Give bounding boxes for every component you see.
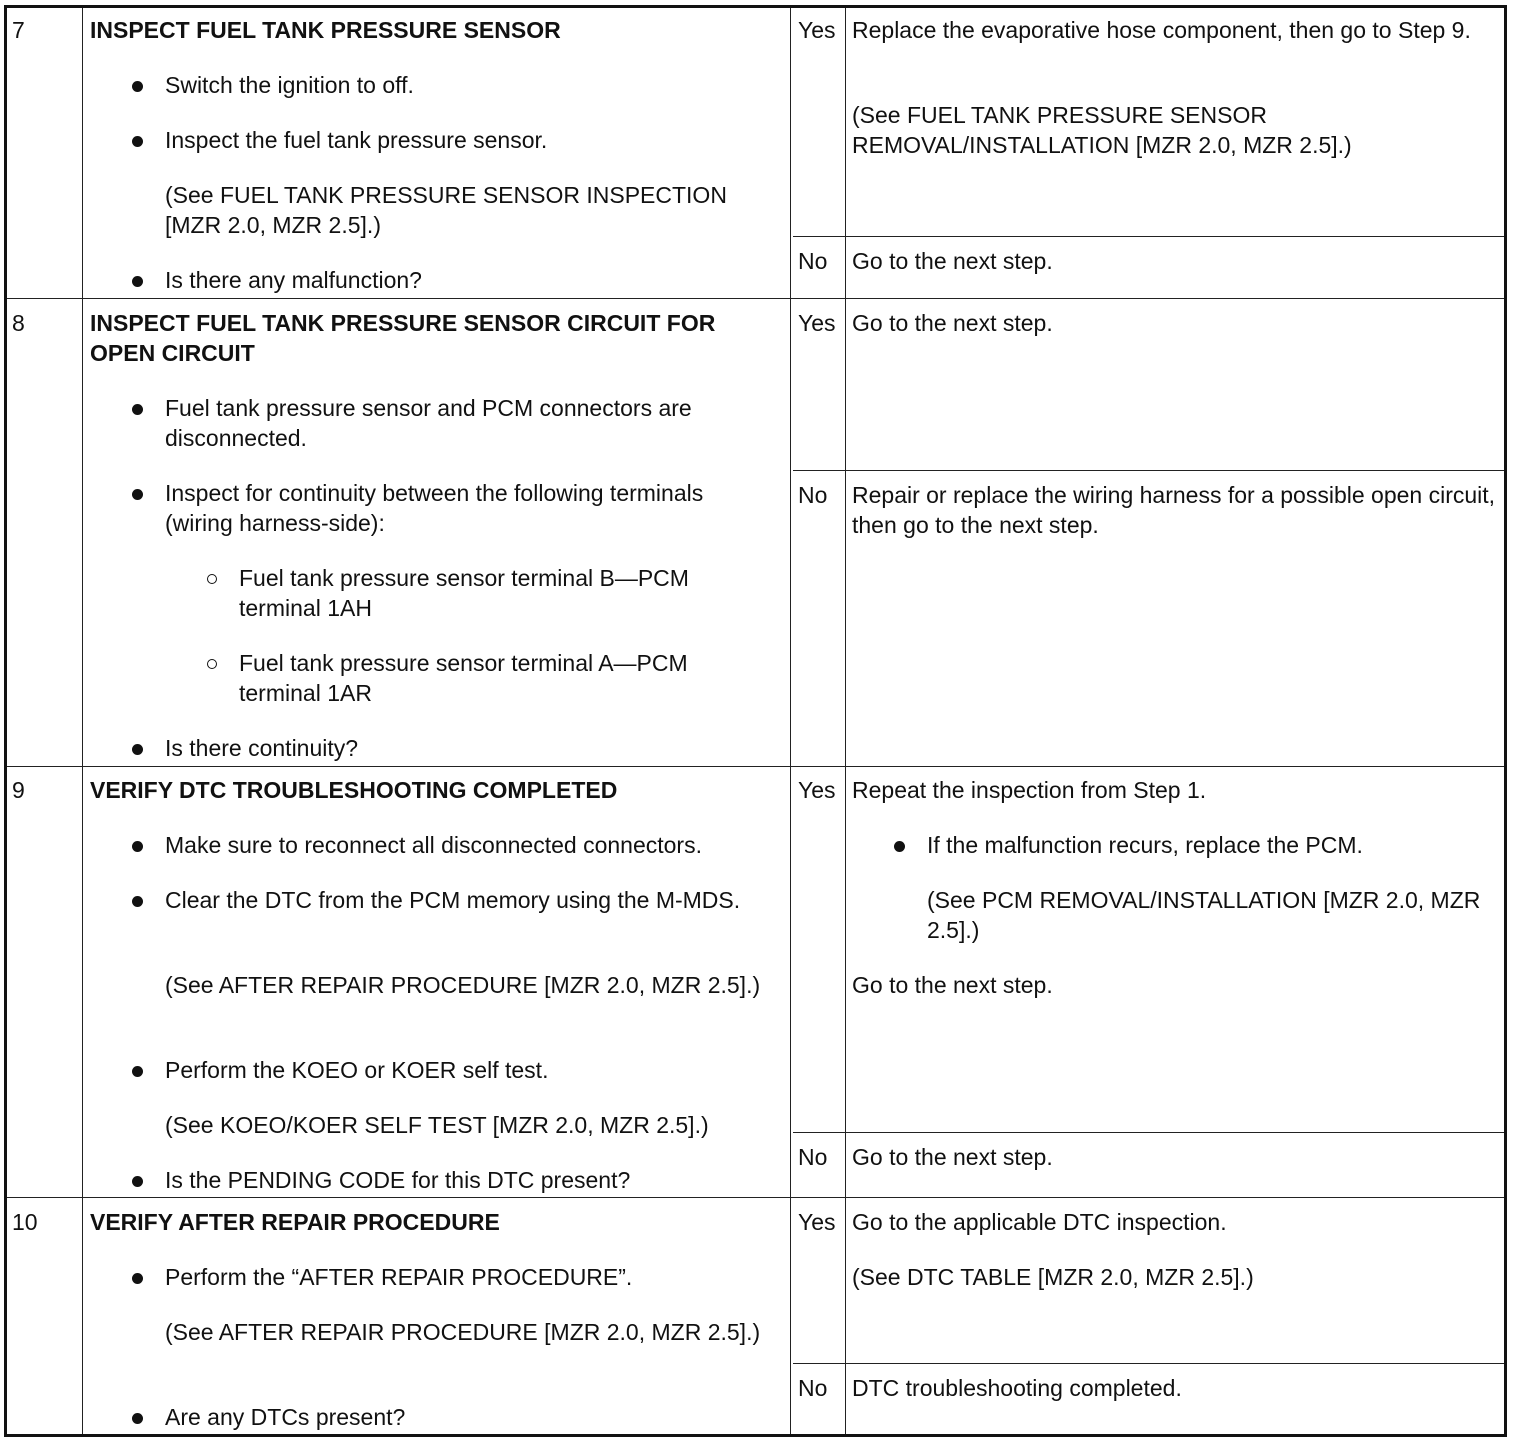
row-divider: [7, 298, 1504, 299]
yes-result: Repeat the inspection from Step 1.: [852, 777, 1207, 803]
bullet-icon: [132, 489, 143, 500]
step-number: 9: [12, 777, 25, 803]
reference-note: (See PCM REMOVAL/INSTALLATION [MZR 2.0, MZR 2.5].): [927, 887, 1481, 943]
step-number: 7: [12, 17, 25, 43]
row-divider: [7, 1197, 1504, 1198]
column-divider: [790, 8, 791, 1434]
no-result: DTC troubleshooting completed.: [852, 1375, 1182, 1401]
reference-note: (See AFTER REPAIR PROCEDURE [MZR 2.0, MZR 2.5].): [165, 972, 761, 998]
circle-bullet-icon: [207, 574, 217, 584]
step-number: 8: [12, 310, 25, 336]
bullet-icon: [132, 841, 143, 852]
bullet-icon: [132, 276, 143, 287]
yes-result: Go to the applicable DTC inspection.: [852, 1209, 1227, 1235]
troubleshooting-table: 7 INSPECT FUEL TANK PRESSURE SENSOR Switch the ignition to off. Inspect the fuel tank pressure sensor. (See FUEL TANK PRESSURE SENSOR INSPECTION [MZR 2.0, MZR 2.5].) Is there any malfunction? Yes Replace the evaporative hose component, then go to Step 9. (See FUEL TANK PRESSURE SENSOR REMOVAL/INSTALLATION [MZR 2.0, MZR 2.5].) No Go to the next step. 8 INSPECT FUEL TANK PRESSURE SENSOR CIRCUIT FOR OPEN CIRCUIT Fuel tank pressure sensor and PCM connectors are disconnected. Inspect for continuity between the following terminals (wiring harness-side): Fuel tank pressure sensor terminal B—PCM terminal 1AH Fuel tank pressure sensor terminal A—PCM terminal 1AR Is there continuity? Yes Go to the next step. No Repair or replace the wiring harness for a possible open circuit, then go to the next step. 9 VERIFY DTC TROUBLESHOOTING COMPLETED Make sure to reconnect all disconnected connectors. Clear the DTC from the PCM memory using the M-MDS. (See AFTER REPAIR PROCEDURE [MZR 2.0, MZR 2.5].) Perform the KOEO or KOER self test. (See KOEO/KOER SELF TEST [MZR 2.0, MZR 2.5].) Is the PENDING CODE for this DTC present? Yes Repeat the inspection from Step 1. If the malfunction recurs, replace the PCM. (See PCM REMOVAL/INSTALLATION [MZR 2.0, MZR 2.5].) Go to the next step. No Go to the next step. 10 VERIFY AFTER REPAIR PROCEDURE Perform the “AFTER REPAIR PROCEDURE”. (See AFTER REPAIR PROCEDURE [MZR 2.0, MZR 2.5].) Are any DTCs present? Yes Go to the applicable DTC inspection. (See DTC TABLE [MZR 2.0, MZR 2.5].) No DTC troubleshooting completed.: [4, 5, 1507, 1437]
no-result: Go to the next step.: [852, 1144, 1053, 1170]
yes-no-divider: [793, 236, 1504, 237]
bullet-icon: [132, 136, 143, 147]
bullet-icon: [132, 1273, 143, 1284]
bullet-icon: [132, 744, 143, 755]
yes-no-divider: [793, 470, 1504, 471]
step-title: VERIFY AFTER REPAIR PROCEDURE: [90, 1209, 500, 1235]
bullet-icon: [132, 1413, 143, 1424]
yes-label: Yes: [798, 310, 836, 336]
no-result: Repair or replace the wiring harness for a possible open circuit, then go to the next step.: [852, 482, 1496, 538]
no-label: No: [798, 248, 828, 274]
yes-result: Go to the next step.: [852, 310, 1053, 336]
step-number: 10: [12, 1209, 38, 1235]
bullet-icon: [132, 896, 143, 907]
yes-label: Yes: [798, 777, 836, 803]
row-divider: [7, 766, 1504, 767]
reference-note: (See DTC TABLE [MZR 2.0, MZR 2.5].): [852, 1264, 1254, 1290]
bullet-icon: [894, 841, 905, 852]
no-label: No: [798, 1375, 828, 1401]
no-result: Go to the next step.: [852, 248, 1053, 274]
bullet-icon: [132, 404, 143, 415]
column-divider: [845, 8, 846, 1434]
bullet-icon: [132, 1066, 143, 1077]
yes-label: Yes: [798, 1209, 836, 1235]
reference-note: (See KOEO/KOER SELF TEST [MZR 2.0, MZR 2.5].): [165, 1112, 709, 1138]
reference-note: (See AFTER REPAIR PROCEDURE [MZR 2.0, MZR 2.5].): [165, 1319, 761, 1345]
circle-bullet-icon: [207, 659, 217, 669]
no-label: No: [798, 1144, 828, 1170]
yes-result: Go to the next step.: [852, 972, 1053, 998]
yes-no-divider: [793, 1363, 1504, 1364]
no-label: No: [798, 482, 828, 508]
bullet-icon: [132, 1176, 143, 1187]
step-title: VERIFY DTC TROUBLESHOOTING COMPLETED: [90, 777, 618, 803]
bullet-icon: [132, 81, 143, 92]
step-title: INSPECT FUEL TANK PRESSURE SENSOR: [90, 17, 561, 43]
reference-note: (See FUEL TANK PRESSURE SENSOR INSPECTION [MZR 2.0, MZR 2.5].): [165, 182, 727, 238]
yes-result: Replace the evaporative hose component, then go to Step 9.: [852, 17, 1471, 43]
yes-label: Yes: [798, 17, 836, 43]
yes-no-divider: [793, 1132, 1504, 1133]
step-title: INSPECT FUEL TANK PRESSURE SENSOR CIRCUIT FOR OPEN CIRCUIT: [90, 310, 716, 366]
reference-note: (See FUEL TANK PRESSURE SENSOR REMOVAL/INSTALLATION [MZR 2.0, MZR 2.5].): [852, 102, 1352, 158]
column-divider: [82, 8, 83, 1434]
